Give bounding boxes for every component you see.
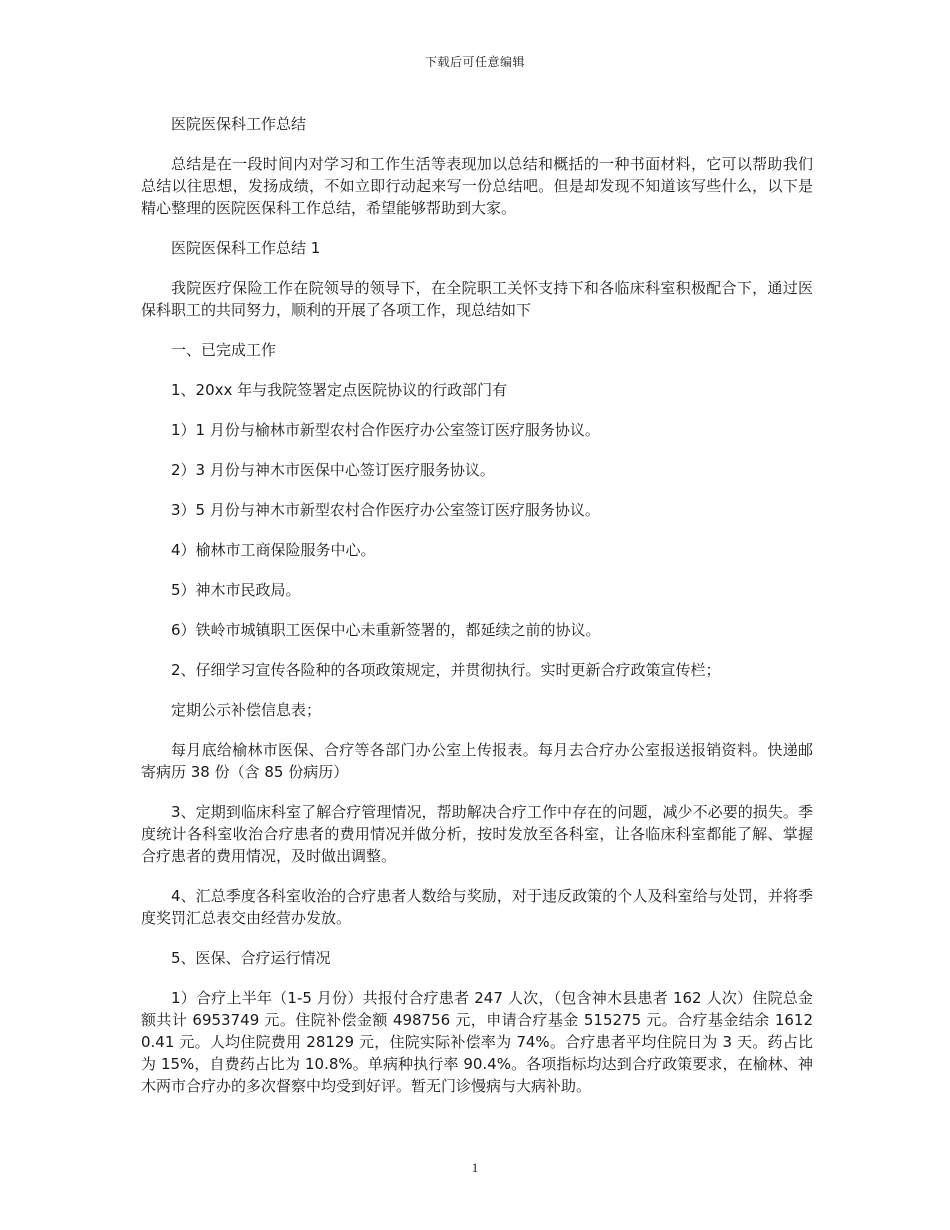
page-number-label: 1 (471, 1160, 479, 1175)
body-paragraph: 我院医疗保险工作在院领导的领导下，在全院职工关怀支持下和各临床科室积极配合下，通过医保科职工的共同努力，顺利的开展了各项工作，现总结如下 (141, 279, 813, 319)
section-heading: 医院医保科工作总结 1 (171, 239, 321, 257)
list-heading: 1、20xx 年与我院签署定点医院协议的行政部门有 (171, 381, 508, 399)
section-heading: 5、医保、合疗运行情况 (171, 949, 331, 967)
list-item: 3）5 月份与神木市新型农村合作医疗办公室签订医疗服务协议。 (171, 501, 600, 519)
section-heading: 一、已完成工作 (171, 341, 277, 359)
document-title: 医院医保科工作总结 (171, 115, 307, 133)
page-number (0, 1160, 950, 1176)
body-paragraph: 2、仔细学习宣传各险种的各项政策规定，并贯彻执行。实时更新合疗政策宣传栏； (171, 661, 721, 679)
body-paragraph: 4、汇总季度各科室收治的合疗患者人数给与奖励，对于违反政策的个人及科室给与处罚，并将季度奖罚汇总表交由经营办发放。 (141, 887, 813, 927)
list-item: 5）神木市民政局。 (171, 581, 301, 599)
list-item: 2）3 月份与神木市医保中心签订医疗服务协议。 (171, 461, 495, 479)
page-header (0, 54, 950, 70)
body-paragraph: 1）合疗上半年（1-5 月份）共报付合疗患者 247 人次，（包含神木县患者 162 人次）住院总金额共计 6953749 元。住院补偿金额 498756 元，申请合疗基金 515275 元。合疗基金结余 16120.41 元。人均住院费用 28129 元，住院实际补偿率为 74%。合疗患者平均住院日为 3 天。药占比为 15%，自费药占比为 10.8%。单病种执行率 90.4%。各项指标均达到合疗政策要求，在榆林、神木两市合疗办的多次督察中均受到好评。暂无门诊慢病与大病补助。 (141, 989, 813, 1095)
body-paragraph: 每月底给榆林市医保、合疗等各部门办公室上传报表。每月去合疗办公室报送报销资料。快递邮寄病历 38 份（含 85 份病历） (141, 741, 813, 781)
body-paragraph: 3、定期到临床科室了解合疗管理情况，帮助解决合疗工作中存在的问题，减少不必要的损失。季度统计各科室收治合疗患者的费用情况并做分析，按时发放至各科室，让各临床科室都能了解、掌握合疗患者的费用情况，及时做出调整。 (141, 803, 813, 865)
body-paragraph: 定期公示补偿信息表； (171, 701, 322, 719)
intro-paragraph: 总结是在一段时间内对学习和工作生活等表现加以总结和概括的一种书面材料，它可以帮助我们总结以往思想，发扬成绩，不如立即行动起来写一份总结吧。但是却发现不知道该写些什么，以下是精心整理的医院医保科工作总结，希望能够帮助到大家。 (141, 155, 813, 217)
list-item: 1）1 月份与榆林市新型农村合作医疗办公室签订医疗服务协议。 (171, 421, 600, 439)
document-body (141, 113, 813, 1115)
header-note: 下载后可任意编辑 (424, 55, 525, 69)
list-item: 6）铁岭市城镇职工医保中心未重新签署的，都延续之前的协议。 (171, 621, 601, 639)
list-item: 4）榆林市工商保险服务中心。 (171, 541, 376, 559)
